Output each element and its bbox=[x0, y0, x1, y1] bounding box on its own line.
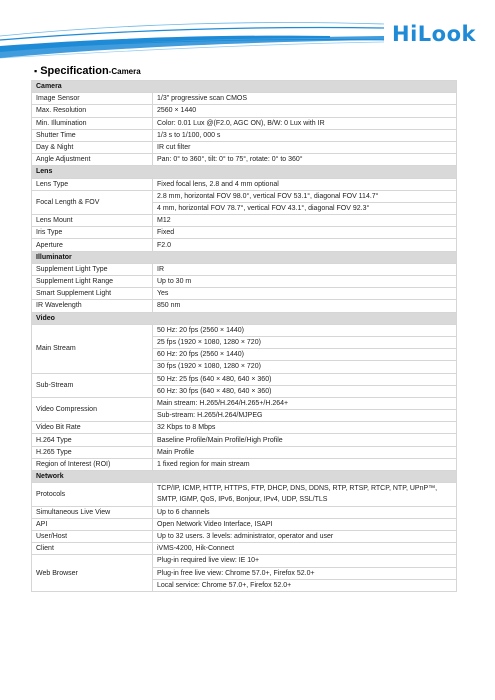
spec-value: Open Network Video Interface, ISAPI bbox=[153, 518, 457, 530]
table-row bbox=[32, 190, 457, 214]
spec-label: Iris Type bbox=[32, 227, 153, 239]
table-row bbox=[32, 288, 457, 300]
spec-label: Region of Interest (ROI) bbox=[32, 458, 153, 470]
spec-label: API bbox=[32, 518, 153, 530]
spec-label: Client bbox=[32, 543, 153, 555]
spec-value bbox=[153, 373, 457, 397]
spec-value-line: Main stream: H.265/H.264/H.265+/H.264+ bbox=[157, 399, 289, 407]
title-bullet: ▪ bbox=[34, 66, 38, 76]
spec-value: Yes bbox=[153, 288, 457, 300]
spec-value-line: Sub-stream: H.265/H.264/MJPEG bbox=[153, 409, 456, 421]
spec-label: Aperture bbox=[32, 239, 153, 251]
spec-value-line: Local service: Chrome 57.0+, Firefox 52.0+ bbox=[153, 579, 456, 591]
spec-value-line: SMTP, IGMP, QoS, IPv6, Bonjour, IPv4, UDP, SSL/TLS bbox=[157, 496, 328, 504]
spec-label: Day & Night bbox=[32, 141, 153, 153]
spec-value: IR cut filter bbox=[153, 141, 457, 153]
section-header-illuminator bbox=[32, 251, 457, 263]
spec-value: Main Profile bbox=[153, 446, 457, 458]
section-title: Illuminator bbox=[32, 251, 457, 263]
spec-value bbox=[153, 483, 457, 506]
title-sub: -Camera bbox=[108, 67, 141, 76]
spec-label: Protocols bbox=[32, 483, 153, 506]
page-title bbox=[34, 65, 141, 77]
spec-value: iVMS-4200, Hik-Connect bbox=[153, 543, 457, 555]
table-row bbox=[32, 227, 457, 239]
spec-value: M12 bbox=[153, 215, 457, 227]
spec-value-line: 25 fps (1920 × 1080, 1280 × 720) bbox=[153, 336, 456, 348]
section-title: Lens bbox=[32, 166, 457, 178]
spec-value: 1/3" progressive scan CMOS bbox=[153, 93, 457, 105]
table-row bbox=[32, 397, 457, 421]
table-row bbox=[32, 446, 457, 458]
hilook-logo: HiLook bbox=[392, 22, 476, 46]
table-row bbox=[32, 483, 457, 506]
spec-value: Baseline Profile/Main Profile/High Profile bbox=[153, 434, 457, 446]
spec-label: Lens Type bbox=[32, 178, 153, 190]
spec-label: Video Compression bbox=[32, 397, 153, 421]
section-header-network bbox=[32, 471, 457, 483]
spec-label: Shutter Time bbox=[32, 129, 153, 141]
spec-label: Smart Supplement Light bbox=[32, 288, 153, 300]
table-row bbox=[32, 276, 457, 288]
spec-label: Sub-Stream bbox=[32, 373, 153, 397]
spec-value-line: Plug-in required live view: IE 10+ bbox=[157, 557, 260, 565]
spec-label: Focal Length & FOV bbox=[32, 190, 153, 214]
spec-label: H.264 Type bbox=[32, 434, 153, 446]
table-row bbox=[32, 263, 457, 275]
spec-value-line: Plug-in free live view: Chrome 57.0+, Firefox 52.0+ bbox=[153, 567, 456, 579]
spec-label: Main Stream bbox=[32, 324, 153, 373]
table-row bbox=[32, 93, 457, 105]
table-row bbox=[32, 518, 457, 530]
table-row bbox=[32, 141, 457, 153]
table-row bbox=[32, 373, 457, 397]
spec-value: IR bbox=[153, 263, 457, 275]
spec-value: Pan: 0° to 360°, tilt: 0° to 75°, rotate: 0° to 360° bbox=[153, 154, 457, 166]
spec-label: H.265 Type bbox=[32, 446, 153, 458]
spec-label: Video Bit Rate bbox=[32, 422, 153, 434]
spec-label: Min. Illumination bbox=[32, 117, 153, 129]
table-row bbox=[32, 215, 457, 227]
table-row bbox=[32, 543, 457, 555]
spec-value: Up to 30 m bbox=[153, 276, 457, 288]
spec-value bbox=[153, 397, 457, 421]
spec-value-line: TCP/IP, ICMP, HTTP, HTTPS, FTP, DHCP, DNS, DDNS, RTP, RTSP, RTCP, NTP, UPnP™, bbox=[157, 485, 438, 493]
spec-label: Supplement Light Range bbox=[32, 276, 153, 288]
spec-value: 2560 × 1440 bbox=[153, 105, 457, 117]
spec-value-line: 30 fps (1920 × 1080, 1280 × 720) bbox=[153, 360, 456, 372]
spec-value-line: 50 Hz: 20 fps (2560 × 1440) bbox=[157, 326, 244, 334]
title-main: Specification bbox=[40, 65, 109, 77]
table-row bbox=[32, 129, 457, 141]
spec-label: Max. Resolution bbox=[32, 105, 153, 117]
table-row bbox=[32, 434, 457, 446]
section-header-lens bbox=[32, 166, 457, 178]
section-title: Network bbox=[32, 471, 457, 483]
spec-label: IR Wavelength bbox=[32, 300, 153, 312]
table-row bbox=[32, 422, 457, 434]
section-header-video bbox=[32, 312, 457, 324]
spec-label: Lens Mount bbox=[32, 215, 153, 227]
spec-value-line: 50 Hz: 25 fps (640 × 480, 640 × 360) bbox=[157, 375, 272, 383]
table-row bbox=[32, 324, 457, 373]
spec-label: User/Host bbox=[32, 530, 153, 542]
table-row bbox=[32, 105, 457, 117]
spec-label: Simultaneous Live View bbox=[32, 506, 153, 518]
spec-label: Supplement Light Type bbox=[32, 263, 153, 275]
table-row bbox=[32, 154, 457, 166]
table-row bbox=[32, 300, 457, 312]
spec-table bbox=[31, 80, 457, 592]
spec-value: 850 nm bbox=[153, 300, 457, 312]
spec-value: Color: 0.01 Lux @(F2.0, AGC ON), B/W: 0 Lux with IR bbox=[153, 117, 457, 129]
table-row bbox=[32, 555, 457, 592]
spec-value-line: 2.8 mm, horizontal FOV 98.0°, vertical FOV 53.1°, diagonal FOV 114.7° bbox=[157, 192, 379, 200]
spec-value: Fixed focal lens, 2.8 and 4 mm optional bbox=[153, 178, 457, 190]
spec-value: Up to 32 users. 3 levels: administrator, operator and user bbox=[153, 530, 457, 542]
section-header-camera bbox=[32, 81, 457, 93]
table-row bbox=[32, 117, 457, 129]
spec-label: Angle Adjustment bbox=[32, 154, 153, 166]
spec-value bbox=[153, 190, 457, 214]
spec-value bbox=[153, 555, 457, 592]
table-row bbox=[32, 239, 457, 251]
table-row bbox=[32, 530, 457, 542]
spec-value-line: 60 Hz: 20 fps (2560 × 1440) bbox=[153, 348, 456, 360]
section-title: Video bbox=[32, 312, 457, 324]
spec-label: Web Browser bbox=[32, 555, 153, 592]
table-row bbox=[32, 178, 457, 190]
table-row bbox=[32, 506, 457, 518]
spec-value-line: 60 Hz: 30 fps (640 × 480, 640 × 360) bbox=[153, 385, 456, 397]
table-row bbox=[32, 458, 457, 470]
spec-value: Up to 6 channels bbox=[153, 506, 457, 518]
spec-value: F2.0 bbox=[153, 239, 457, 251]
spec-value: 1 fixed region for main stream bbox=[153, 458, 457, 470]
spec-value: 32 Kbps to 8 Mbps bbox=[153, 422, 457, 434]
spec-value: 1/3 s to 1/100, 000 s bbox=[153, 129, 457, 141]
spec-value-line: 4 mm, horizontal FOV 78.7°, vertical FOV 43.1°, diagonal FOV 92.3° bbox=[153, 202, 456, 214]
spec-value: Fixed bbox=[153, 227, 457, 239]
spec-label: Image Sensor bbox=[32, 93, 153, 105]
section-title: Camera bbox=[32, 81, 457, 93]
spec-value bbox=[153, 324, 457, 373]
